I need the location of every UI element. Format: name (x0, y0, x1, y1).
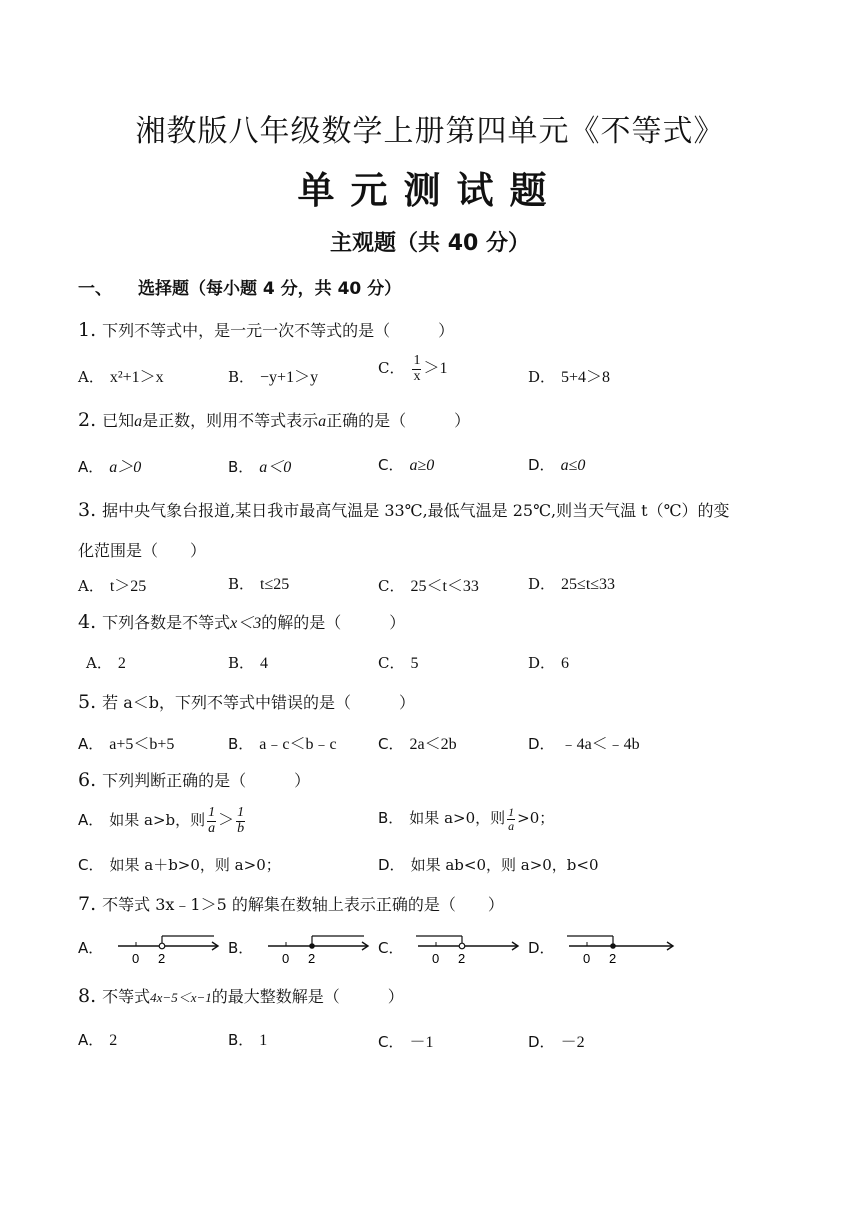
option-a[interactable] (78, 1029, 117, 1050)
svg-text:0: 0 (432, 951, 440, 966)
option-text: 如果 ab<0，则 a>0，b<0 (410, 856, 599, 874)
question-stem: 下列不等式中，是一元一次不等式的是（ ） (102, 321, 455, 340)
option-label: C． (378, 456, 404, 474)
option-label: A． (78, 368, 104, 386)
option-c[interactable] (378, 731, 457, 754)
option-a[interactable] (86, 652, 126, 673)
option-text: 25≤t≤33 (561, 576, 616, 593)
option-b[interactable] (228, 454, 291, 477)
option-text: 2 (117, 655, 126, 672)
option-text: 如果 a>b，则 (109, 811, 206, 830)
section-heading (78, 274, 401, 299)
option-label: B． (228, 654, 255, 672)
option-d[interactable] (528, 731, 640, 754)
option-text: x²+1＞x (109, 369, 164, 386)
question-4 (78, 610, 405, 633)
option-text: a≥0 (409, 457, 435, 474)
greater-sign: ＞ (218, 812, 235, 830)
options-row-6a (78, 806, 798, 852)
option-text: －1 (409, 1034, 434, 1051)
question-stem: 是正数，则用不等式表示 (142, 411, 319, 430)
option-label: A． (78, 735, 104, 753)
option-d[interactable] (378, 854, 599, 875)
question-stem: 据中央气象台报道,某日我市最高气温是 33℃,最低气温是 25℃,则当天气温 t（℃）的变 (102, 501, 730, 520)
svg-text:0: 0 (132, 951, 140, 966)
option-label: B． (228, 458, 254, 476)
option-text: 1 (259, 1032, 268, 1049)
section-heading-text: 选择题（每小题 4 分，共 40 分） (138, 279, 402, 299)
option-text: a＜0 (259, 459, 292, 476)
options-row-2 (78, 454, 798, 482)
option-label: D． (528, 1033, 555, 1051)
option-text: 4 (260, 655, 269, 672)
section-number: 一、 (78, 279, 112, 299)
option-b[interactable] (228, 932, 372, 966)
option-d[interactable] (528, 364, 610, 387)
option-label: B． (378, 809, 404, 828)
number-line-a (114, 932, 222, 966)
option-c[interactable] (78, 854, 281, 875)
question-stem: 正确的是（ ） (326, 411, 471, 430)
question-7 (78, 892, 504, 915)
option-c[interactable] (378, 454, 434, 475)
option-d[interactable] (528, 932, 677, 966)
option-d[interactable] (528, 454, 585, 475)
option-label: B． (228, 575, 255, 593)
variable-a: a (134, 413, 143, 430)
option-a[interactable] (78, 731, 174, 754)
option-d[interactable] (528, 573, 615, 594)
option-label: D． (528, 735, 555, 753)
variable-a: a (318, 413, 327, 430)
option-label: C． (378, 735, 404, 753)
option-text: 6 (561, 655, 570, 672)
option-text: −y+1＞y (260, 369, 319, 386)
option-label: A． (78, 939, 104, 957)
options-row-8 (78, 1029, 798, 1057)
option-label: D． (528, 654, 556, 672)
option-label: B． (228, 1031, 254, 1049)
question-1 (78, 318, 454, 341)
question-5 (78, 690, 415, 713)
option-b[interactable] (228, 364, 318, 387)
option-b[interactable] (228, 573, 289, 594)
option-label: D． (528, 368, 556, 386)
option-text: a+5＜b+5 (109, 736, 175, 753)
options-row-1 (78, 353, 798, 392)
question-number: 6. (78, 769, 97, 791)
fraction: $\frac{1}{b}$ (237, 805, 245, 836)
option-label: D． (528, 456, 555, 474)
option-text: t＞25 (109, 578, 147, 595)
question-number: 5. (78, 691, 97, 713)
option-text: t≤25 (260, 576, 290, 593)
option-text: 5+4＞8 (561, 369, 611, 386)
option-b[interactable] (228, 652, 268, 673)
option-c[interactable] (378, 932, 522, 966)
option-label: C． (378, 577, 405, 595)
options-row-5 (78, 731, 798, 759)
options-row-7 (78, 932, 798, 972)
option-text: 5 (410, 655, 419, 672)
question-stem: 不等式 3x﹣1＞5 的解集在数轴上表示正确的是（ ） (102, 895, 504, 914)
document-title: 湘教版八年级数学上册第四单元《不等式》 (135, 114, 725, 149)
option-label: C． (378, 654, 405, 672)
option-label: C． (378, 359, 405, 378)
question-stem: 已知 (102, 411, 135, 430)
svg-text:2: 2 (609, 951, 617, 966)
option-text: ﹣4a＜﹣4b (560, 736, 640, 753)
svg-text:0: 0 (583, 951, 591, 966)
option-text: >0； (517, 809, 555, 828)
option-b[interactable] (228, 1029, 267, 1050)
option-text: a≤0 (560, 457, 586, 474)
option-label: D． (528, 575, 556, 593)
option-label: B． (228, 368, 255, 386)
option-c[interactable] (378, 1029, 434, 1052)
option-text: －2 (560, 1034, 585, 1051)
option-c[interactable] (378, 652, 418, 673)
options-row-3 (78, 573, 798, 601)
number-line-d (565, 932, 677, 966)
option-label: C． (78, 856, 104, 874)
option-label: A． (78, 811, 104, 830)
option-label: B． (228, 735, 254, 753)
question-3-cont (78, 538, 206, 561)
fraction: $\frac{1}{a}$ (508, 805, 515, 833)
option-label: C． (378, 939, 404, 957)
option-label: C． (378, 1033, 404, 1051)
document-subtitle: 单元测试题 (297, 168, 563, 212)
question-stem: 下列判断正确的是（ ） (102, 771, 311, 790)
question-stem: 下列各数是不等式 (102, 613, 231, 632)
option-b[interactable] (378, 806, 554, 832)
options-row-6b (78, 854, 798, 882)
option-label: D． (528, 939, 555, 957)
option-label: D． (378, 856, 405, 874)
option-text: ＞1 (423, 360, 448, 378)
question-8 (78, 984, 404, 1007)
option-text: 2 (109, 1032, 118, 1049)
question-number: 1. (78, 319, 97, 341)
option-b[interactable] (228, 731, 337, 754)
inequality-expression: 4x−5＜x−1 (150, 990, 212, 1005)
option-a[interactable] (78, 932, 222, 966)
svg-text:2: 2 (158, 951, 166, 966)
option-label: B． (228, 939, 254, 957)
option-text: a＞0 (109, 459, 142, 476)
option-text: 2a＜2b (409, 736, 457, 753)
option-text: a﹣c＜b﹣c (259, 736, 337, 753)
option-label: A． (86, 654, 112, 672)
option-c[interactable] (378, 354, 448, 384)
option-a[interactable] (78, 364, 164, 387)
question-stem: 不等式 (102, 987, 151, 1006)
number-line-b (264, 932, 372, 966)
option-text: 如果 a>0，则 (409, 809, 506, 828)
option-d[interactable] (528, 652, 569, 673)
option-a[interactable] (78, 573, 146, 596)
question-number: 3. (78, 499, 97, 521)
question-stem: 若 a＜b，下列不等式中错误的是（ ） (102, 693, 416, 712)
question-2 (78, 408, 470, 431)
question-number: 7. (78, 893, 97, 915)
fraction: $\frac{1}{x}$ (413, 353, 421, 384)
option-label: A． (78, 1031, 104, 1049)
question-stem: 的最大整数解是（ ） (211, 987, 404, 1006)
question-number: 8. (78, 985, 97, 1007)
question-3 (78, 498, 730, 521)
option-text: 25＜t＜33 (410, 578, 479, 595)
option-text: 如果 a＋b>0，则 a>0； (109, 856, 281, 874)
question-stem-continued: 化范围是（ ） (78, 541, 207, 560)
svg-text:2: 2 (308, 951, 316, 966)
svg-text:2: 2 (458, 951, 466, 966)
question-number: 2. (78, 409, 97, 431)
option-a[interactable] (78, 806, 247, 836)
option-a[interactable] (78, 454, 141, 477)
inequality-expression: x＜3 (230, 615, 262, 632)
question-stem: 的解的是（ ） (261, 613, 406, 632)
option-label: A． (78, 458, 104, 476)
fraction: $\frac{1}{a}$ (208, 805, 216, 836)
option-c[interactable] (378, 573, 479, 596)
option-d[interactable] (528, 1029, 585, 1052)
section-total-score: 主观题（共 40 分） (330, 231, 530, 256)
options-row-4 (86, 652, 806, 680)
question-number: 4. (78, 611, 97, 633)
svg-text:0: 0 (282, 951, 290, 966)
option-label: A． (78, 577, 104, 595)
question-6 (78, 768, 310, 791)
number-line-c (414, 932, 522, 966)
